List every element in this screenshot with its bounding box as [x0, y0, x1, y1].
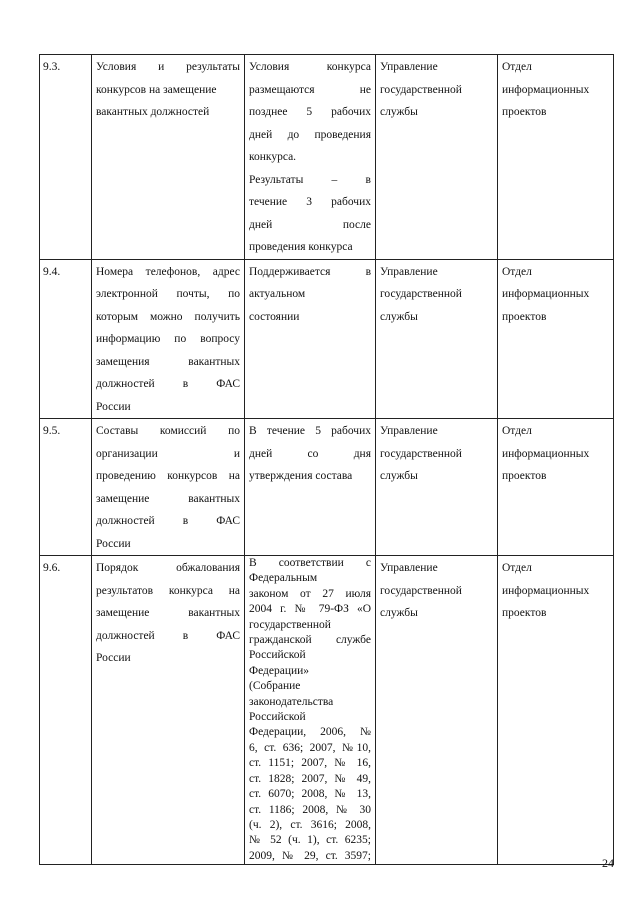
cell-text-line: позднее 5 рабочих — [249, 106, 371, 118]
cell-name — [92, 259, 245, 419]
cell-text-line: службы — [380, 607, 418, 619]
cell-text-line: дней после — [249, 218, 371, 231]
cell-text-line: (Собрание — [249, 680, 301, 693]
row-number: 9.4. — [40, 259, 92, 419]
table-row — [40, 556, 614, 865]
cell-text-line: государственной — [380, 447, 462, 460]
cell-text-line: замещение вакантных — [96, 492, 240, 505]
cell-text-line: замещение вакантных — [96, 607, 240, 619]
cell-text-line: должностей в ФАС — [96, 378, 240, 390]
cell-term — [245, 556, 376, 865]
table-body — [40, 55, 614, 865]
cell-responsible — [376, 419, 498, 556]
cell-text-line: Номера телефонов, адрес — [96, 265, 240, 278]
row-number: 9.5. — [40, 419, 92, 556]
cell-text-line: законом от 27 июля — [249, 587, 371, 600]
cell-text-line: Управление — [380, 562, 438, 574]
cell-executor — [498, 556, 614, 865]
cell-text-line: должностей в ФАС — [96, 515, 240, 527]
cell-text-line: информацию по вопросу — [96, 333, 240, 345]
cell-text-line: Условия конкурса — [249, 61, 371, 73]
cell-text-line: проведения конкурса — [249, 241, 353, 253]
cell-text-line: ст. 1151; 2007, № 16, — [249, 757, 371, 770]
cell-text-line: замещения вакантных — [96, 355, 240, 368]
cell-responsible — [376, 55, 498, 260]
cell-text-line: государственной — [380, 288, 462, 300]
page-number: 24 — [602, 856, 614, 870]
cell-executor — [498, 55, 614, 260]
cell-text-line: России — [96, 400, 131, 413]
cell-text-line: дней до проведения — [249, 128, 371, 141]
cell-text-line: результатов конкурса на — [96, 584, 240, 597]
cell-text-line: России — [96, 652, 131, 664]
table-row — [40, 419, 614, 556]
cell-text-line: проектов — [502, 106, 547, 118]
cell-responsible — [376, 556, 498, 865]
cell-text-line: 2004 г. № 79-ФЗ «О — [249, 603, 371, 616]
cell-executor — [498, 419, 614, 556]
cell-term — [245, 55, 376, 260]
cell-responsible — [376, 259, 498, 419]
cell-name — [92, 55, 245, 260]
cell-text-line: проектов — [502, 470, 547, 482]
cell-text-line: течение 3 рабочих — [249, 196, 371, 208]
cell-text-line: должностей в ФАС — [96, 629, 240, 642]
cell-text-line: Составы комиссий по — [96, 425, 240, 437]
cell-text-line: Поддерживается в — [249, 265, 371, 278]
cell-text-line: (ч. 2), ст. 3616; 2008, — [249, 818, 371, 831]
cell-text-line: которым можно получить — [96, 310, 240, 323]
table-row — [40, 259, 614, 419]
cell-text-line: Федерации» — [249, 664, 310, 677]
cell-text-line: информационных — [502, 447, 590, 460]
cell-text-line: состоянии — [249, 310, 300, 323]
cell-name — [92, 556, 245, 865]
cell-text-line: Отдел — [502, 425, 532, 437]
cell-text-line: ст. 6070; 2008, № 13, — [249, 788, 371, 801]
cell-text-line: ст. 1828; 2007, № 49, — [249, 772, 371, 785]
cell-text-line: Результаты – в — [249, 173, 371, 186]
cell-text-line: информационных — [502, 584, 590, 597]
cell-text-line: Порядок обжалования — [96, 562, 240, 574]
cell-text-line: Управление — [380, 61, 438, 73]
cell-text-line: информационных — [502, 83, 590, 96]
cell-text-line: организации и — [96, 447, 240, 460]
document-table — [39, 54, 614, 865]
cell-text-line: В течение 5 рабочих — [249, 425, 371, 437]
cell-text-line: службы — [380, 310, 418, 323]
cell-text-line: России — [96, 537, 131, 550]
cell-text-line: В соответствии с — [249, 557, 371, 569]
cell-name — [92, 419, 245, 556]
cell-text-line: № 52 (ч. 1), ст. 6235; — [249, 834, 371, 847]
cell-text-line: законодательства — [249, 695, 334, 708]
cell-text-line: дней со дня — [249, 447, 371, 460]
cell-text-line: службы — [380, 106, 418, 118]
cell-text-line: актуальном — [249, 288, 306, 300]
cell-text-line: электронной почты, по — [96, 288, 240, 300]
cell-text-line: конкурса. — [249, 151, 297, 163]
cell-text-line: конкурсов на замещение — [96, 83, 217, 96]
cell-text-line: Отдел — [502, 562, 532, 574]
cell-text-line: вакантных должностей — [96, 106, 210, 118]
cell-text-line: государственной — [380, 83, 462, 96]
cell-text-line: ст. 1186; 2008, № 30 — [249, 803, 371, 816]
cell-text-line: проведению конкурсов на — [96, 470, 240, 482]
cell-text-line: Управление — [380, 425, 438, 437]
cell-text-line: информационных — [502, 288, 590, 300]
row-number: 9.3. — [40, 55, 92, 260]
cell-text-line: 2009, № 29, ст. 3597; — [249, 849, 371, 862]
cell-text-line: проектов — [502, 607, 547, 619]
row-number: 9.6. — [40, 556, 92, 865]
cell-text-line: службы — [380, 470, 418, 482]
cell-text-line: Федерации, 2006, № — [249, 726, 371, 739]
cell-text-line: Российской — [249, 649, 306, 662]
cell-text-line: Отдел — [502, 265, 532, 278]
cell-text-line: 6, ст. 636; 2007, №10, — [249, 741, 371, 754]
cell-text-line: государственной — [249, 618, 331, 631]
cell-text-line: Управление — [380, 265, 438, 278]
cell-text-line: Федеральным — [249, 572, 318, 585]
cell-text-line: государственной — [380, 584, 462, 597]
cell-text-line: гражданской службе — [249, 634, 371, 647]
cell-text-line: проектов — [502, 310, 547, 323]
cell-text-line: Отдел — [502, 61, 532, 73]
cell-term — [245, 419, 376, 556]
cell-text-line: Условия и результаты — [96, 61, 240, 73]
cell-text-line: утверждения состава — [249, 470, 353, 482]
cell-text-line: размещаются не — [249, 83, 371, 96]
cell-text-line: Российской — [249, 711, 306, 724]
cell-executor — [498, 259, 614, 419]
cell-term — [245, 259, 376, 419]
table-row — [40, 55, 614, 260]
